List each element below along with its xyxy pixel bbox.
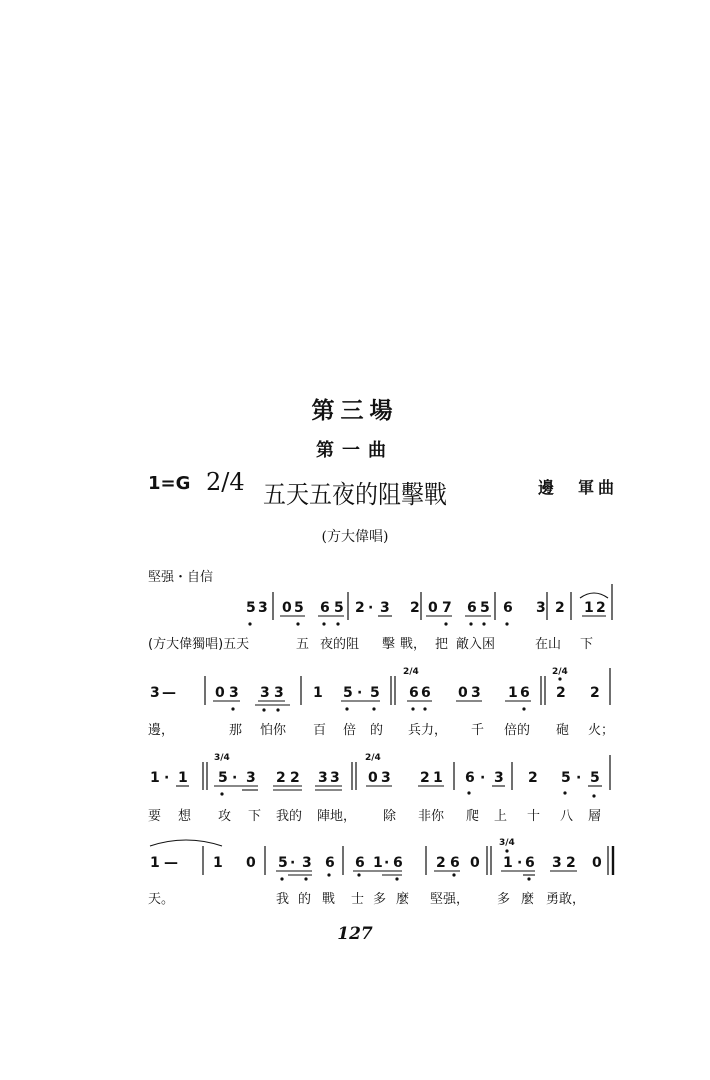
lyric: 士: [351, 892, 365, 907]
note: 6: [409, 685, 419, 701]
lyric: 上: [494, 809, 508, 824]
octave-dot: [452, 873, 455, 876]
octave-dot: [276, 708, 279, 711]
note: 1: [503, 855, 513, 871]
lyric: 邊，: [148, 723, 175, 738]
lyric: 八: [560, 809, 574, 824]
note: 3: [274, 685, 284, 701]
note: 2: [420, 770, 430, 786]
time-change: 3/4: [499, 838, 515, 848]
lyric: 非你: [418, 809, 445, 824]
lyric: (方大偉獨唱)五天: [148, 637, 250, 652]
note: 1: [508, 685, 518, 701]
octave-dot: [231, 707, 234, 710]
note: ·: [357, 685, 363, 701]
song-title: 五天五夜的阻擊戰: [263, 481, 447, 510]
note: ·: [480, 770, 486, 786]
score-system-1: [148, 584, 612, 652]
note: —: [162, 685, 176, 701]
note: 2: [528, 770, 538, 786]
note: 0: [592, 855, 602, 871]
octave-dot: [322, 622, 325, 625]
tie: [150, 840, 222, 846]
octave-dot: [327, 873, 330, 876]
note: 2: [590, 685, 600, 701]
note: 5: [590, 770, 600, 786]
octave-dot: [262, 708, 265, 711]
note: 3: [494, 770, 504, 786]
note: 2: [290, 770, 300, 786]
note: 3: [536, 600, 546, 616]
lyric: 敵入困: [456, 637, 496, 652]
octave-dot: [248, 622, 251, 625]
note: 1: [213, 855, 223, 871]
lyric: 勇敢，: [546, 892, 586, 907]
note: 0: [368, 770, 378, 786]
note: 2: [355, 600, 365, 616]
key-signature: 1=G: [148, 473, 191, 494]
note: 1: [150, 770, 160, 786]
score-system-3: [148, 753, 610, 824]
note: —: [164, 855, 178, 871]
note: ·: [290, 855, 296, 871]
note: 5: [334, 600, 344, 616]
note: 5: [343, 685, 353, 701]
lyric: 戰: [322, 892, 336, 907]
note: 3: [260, 685, 270, 701]
lyric: 倍的: [504, 723, 531, 738]
octave-dot: [444, 622, 447, 625]
lyric: 把: [435, 637, 449, 652]
note: 3: [330, 770, 340, 786]
note: 6: [393, 855, 403, 871]
expression-mark: 堅强・自信: [148, 570, 214, 585]
note: 2: [596, 600, 606, 616]
note: 0: [282, 600, 292, 616]
lyric: 火；: [588, 723, 615, 738]
note: ·: [384, 855, 390, 871]
lyric: 在山: [535, 637, 562, 652]
lyric: 下: [580, 637, 594, 652]
time-change: 2/4: [365, 753, 381, 763]
note: ·: [576, 770, 582, 786]
octave-dot: [522, 707, 525, 710]
lyric: 我: [276, 892, 290, 907]
lyric: 戰，: [400, 637, 427, 652]
octave-dot: [372, 707, 375, 710]
note: 1: [178, 770, 188, 786]
piece-number: 第一曲: [316, 440, 394, 461]
note: 6: [355, 855, 365, 871]
octave-dot: [482, 622, 485, 625]
note: 1: [150, 855, 160, 871]
octave-dot: [469, 622, 472, 625]
note: ·: [232, 770, 238, 786]
lyric: 的: [298, 892, 312, 907]
lyric: 陣地，: [317, 809, 357, 824]
lyric: 那: [229, 723, 243, 738]
octave-dot: [527, 877, 530, 880]
octave-dot: [563, 791, 566, 794]
note: 2: [276, 770, 286, 786]
note: 6: [465, 770, 475, 786]
note: 3: [302, 855, 312, 871]
lyric: 下: [248, 809, 262, 824]
note: 3: [229, 685, 239, 701]
note: 6: [525, 855, 535, 871]
octave-dot: [467, 791, 470, 794]
lyric: 多: [497, 892, 511, 907]
score-system-2: [148, 667, 614, 738]
octave-dot: [296, 622, 299, 625]
octave-dot: [357, 873, 360, 876]
note: 3: [150, 685, 160, 701]
note: 5: [246, 600, 256, 616]
time-change: 2/4: [403, 667, 419, 677]
lyric: 兵力，: [408, 723, 448, 738]
lyric: 倍: [343, 723, 357, 738]
time-signature: 2/4: [206, 468, 245, 496]
note: 1: [373, 855, 383, 871]
note: 2: [555, 600, 565, 616]
lyric: 百: [313, 723, 327, 738]
lyric: 天。: [148, 892, 175, 907]
note: ·: [368, 600, 374, 616]
singer-note: (方大偉唱): [321, 529, 389, 545]
note: 3: [258, 600, 268, 616]
lyric: 千: [471, 723, 485, 738]
note: 6: [467, 600, 477, 616]
scene-title: 第三場: [311, 397, 399, 424]
octave-dot: [304, 877, 307, 880]
note: 0: [458, 685, 468, 701]
note: 5: [294, 600, 304, 616]
note: 6: [325, 855, 335, 871]
octave-dot: [558, 677, 561, 680]
octave-dot: [505, 622, 508, 625]
octave-dot: [345, 707, 348, 710]
time-change: 3/4: [214, 753, 230, 763]
lyric: 夜的阻: [320, 637, 360, 652]
lyric: 我的: [276, 809, 303, 824]
octave-dot: [336, 622, 339, 625]
lyric: 攻: [218, 809, 232, 824]
note: ·: [517, 855, 523, 871]
page-number: 127: [337, 924, 373, 944]
lyric: 麼: [396, 892, 410, 907]
lyric: 爬: [466, 809, 480, 824]
note: 0: [428, 600, 438, 616]
lyric: 要: [148, 809, 162, 824]
octave-dot: [411, 707, 414, 710]
time-change: 2/4: [552, 667, 568, 677]
lyric: 想: [178, 809, 192, 824]
note: 2: [410, 600, 420, 616]
lyric: 五: [296, 637, 310, 652]
lyric: 麼: [521, 892, 535, 907]
note: 5: [218, 770, 228, 786]
octave-dot: [395, 877, 398, 880]
octave-dot: [592, 794, 595, 797]
score-system-4: [148, 838, 613, 907]
note: 2: [566, 855, 576, 871]
note: 3: [318, 770, 328, 786]
note: 6: [503, 600, 513, 616]
octave-dot: [280, 877, 283, 880]
slur: [580, 593, 608, 598]
note: 3: [552, 855, 562, 871]
note: 0: [470, 855, 480, 871]
lyric: 層: [588, 809, 602, 824]
lyric: 除: [383, 809, 397, 824]
note: 0: [215, 685, 225, 701]
note: 6: [520, 685, 530, 701]
note: 6: [421, 685, 431, 701]
note: 2: [436, 855, 446, 871]
lyric: 的: [370, 723, 384, 738]
note: 3: [380, 600, 390, 616]
note: 3: [471, 685, 481, 701]
note: ·: [164, 770, 170, 786]
note: 6: [320, 600, 330, 616]
note: 5: [480, 600, 490, 616]
note: 3: [381, 770, 391, 786]
note: 2: [556, 685, 566, 701]
note: 0: [246, 855, 256, 871]
note: 7: [442, 600, 452, 616]
composer-credit: 邊 軍曲: [538, 478, 619, 497]
lyric: 砲: [556, 723, 570, 738]
note: 5: [561, 770, 571, 786]
note: 1: [433, 770, 443, 786]
note: 3: [246, 770, 256, 786]
lyric: 十: [527, 809, 541, 824]
lyric: 怕你: [260, 723, 287, 738]
octave-dot: [423, 707, 426, 710]
octave-dot: [220, 792, 223, 795]
note: 5: [278, 855, 288, 871]
octave-dot: [505, 849, 508, 852]
note: 6: [450, 855, 460, 871]
lyric: 多: [373, 892, 387, 907]
lyric: 擊: [382, 637, 396, 652]
lyric: 堅强，: [430, 892, 470, 907]
note: 1: [313, 685, 323, 701]
note: 5: [370, 685, 380, 701]
note: 1: [584, 600, 594, 616]
